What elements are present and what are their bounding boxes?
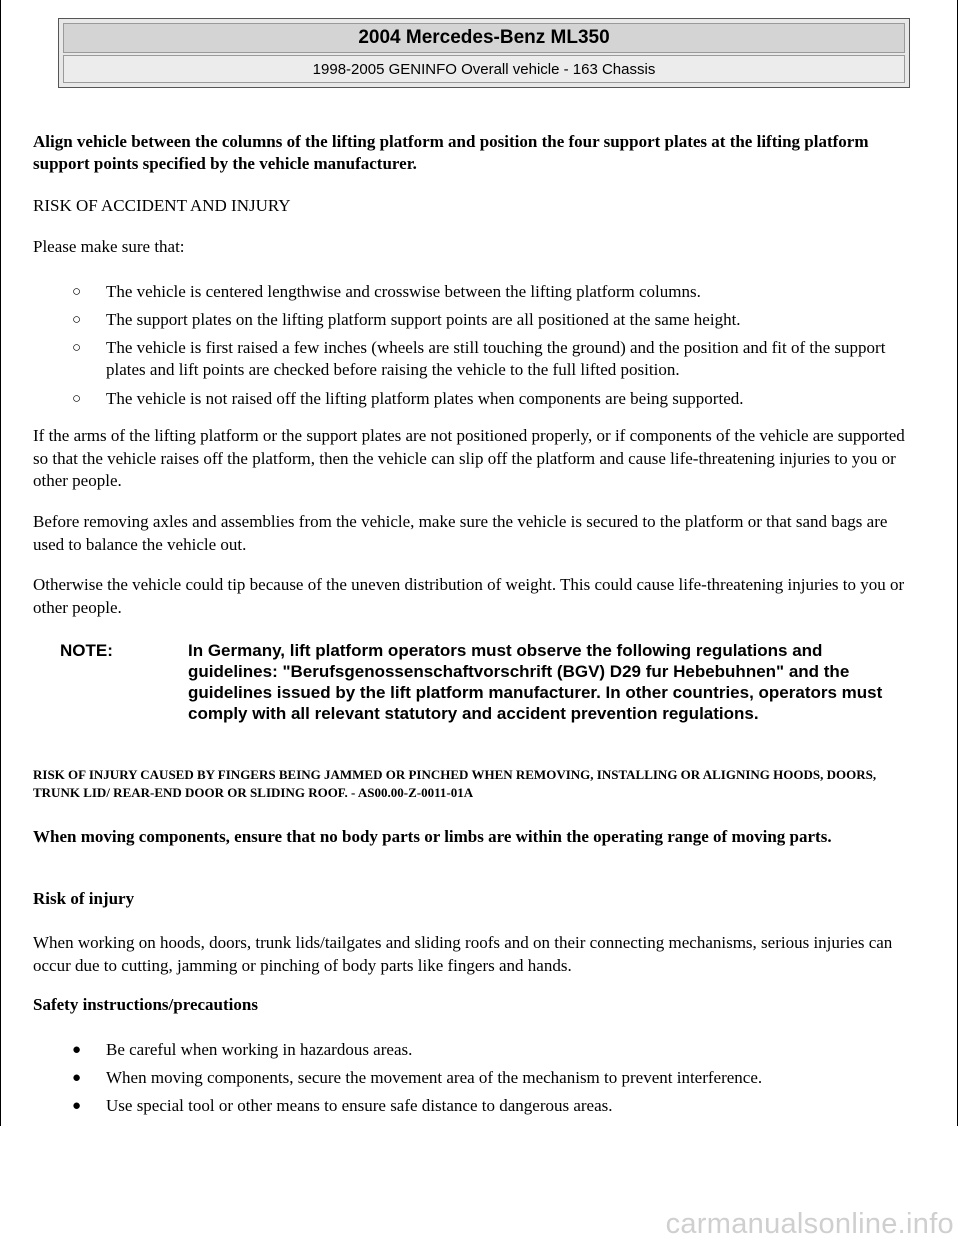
document-header [58, 18, 910, 88]
risk-of-injury-heading: Risk of injury [33, 889, 135, 908]
circle-bullet-icon: ○ [72, 284, 82, 300]
list-item-text: When moving components, secure the movement area of the mechanism to prevent interference. [106, 1068, 763, 1087]
list-item [72, 337, 892, 388]
list-item-text: The vehicle is centered lengthwise and crosswise between the lifting platform columns. [106, 282, 701, 301]
list-item [72, 281, 892, 309]
please-make-sure: Please make sure that: [33, 237, 185, 256]
dot-bullet-icon: ● [72, 1070, 82, 1086]
list-item-text: The support plates on the lifting platform support points are all positioned at the same height. [106, 310, 741, 329]
list-item-text: The vehicle is first raised a few inches (wheels are still touching the ground) and the position and fit of the support plates and lift points are checked before raising the vehicle to the full lifted position. [106, 338, 886, 379]
watermark-text: carmanualsonline.info [665, 1208, 954, 1240]
paragraph-platform-arms: If the arms of the lifting platform or the support plates are not positioned properly, or if components of the vehicle are supported so that the vehicle raises off the platform, then the vehicle can slip off the platform and cause life-threatening injuries to you or other people. [33, 426, 905, 490]
list-item [72, 1039, 892, 1067]
intro-paragraph: Align vehicle between the columns of the lifting platform and position the four support plates at the lifting platform support points specified by the vehicle manufacturer. [33, 132, 869, 173]
circle-bullet-icon: ○ [72, 391, 82, 407]
checklist [72, 281, 892, 416]
list-item [72, 1095, 892, 1123]
list-item-text: Use special tool or other means to ensure safe distance to dangerous areas. [106, 1096, 613, 1115]
header-title: 2004 Mercedes-Benz ML350 [358, 27, 610, 48]
paragraph-before-removing: Before removing axles and assemblies from the vehicle, make sure the vehicle is secured to the platform or that sand bags are used to balance the vehicle out. [33, 512, 888, 554]
dot-bullet-icon: ● [72, 1098, 82, 1114]
risk-fingers-heading: RISK OF INJURY CAUSED BY FINGERS BEING JAMMED OR PINCHED WHEN REMOVING, INSTALLING OR ALIGNING HOODS, DOORS, TRUNK LID/ REAR-END DOOR OR SLIDING ROOF. - AS00.00-Z-0011-01A [33, 767, 877, 800]
header-title-bar [63, 23, 905, 53]
dot-bullet-icon: ● [72, 1042, 82, 1058]
circle-bullet-icon: ○ [72, 340, 82, 356]
list-item [72, 1067, 892, 1095]
moving-components-warning: When moving components, ensure that no body parts or limbs are within the operating range of moving parts. [33, 827, 832, 846]
list-item [72, 309, 892, 337]
paragraph-hoods: When working on hoods, doors, trunk lids/tailgates and sliding roofs and on their connecting mechanisms, serious injuries can occur due to cutting, jamming or pinching of body parts like fingers and hands. [33, 933, 893, 975]
note-label: NOTE: [60, 641, 113, 660]
paragraph-otherwise: Otherwise the vehicle could tip because of the uneven distribution of weight. This could cause life-threatening injuries to you or other people. [33, 575, 905, 617]
list-item-text: The vehicle is not raised off the lifting platform plates when components are being supported. [106, 389, 744, 408]
risk-heading: RISK OF ACCIDENT AND INJURY [33, 196, 291, 215]
safety-list [72, 1039, 892, 1123]
note-text: In Germany, lift platform operators must observe the following regulations and guidelines: "Berufsgenossenschaftvorschrift (BGV) D29 fur Hebebuhnen" and the guidelines issued by the lift platform manufacturer. In other countries, operators must comply with all relevant statutory and accident prevention regulations. [188, 641, 883, 723]
circle-bullet-icon: ○ [72, 312, 82, 328]
list-item [72, 388, 892, 416]
list-item-text: Be careful when working in hazardous areas. [106, 1040, 413, 1059]
header-subtitle-bar [63, 55, 905, 83]
header-subtitle: 1998-2005 GENINFO Overall vehicle - 163 Chassis [312, 60, 656, 78]
safety-heading: Safety instructions/precautions [33, 995, 258, 1014]
